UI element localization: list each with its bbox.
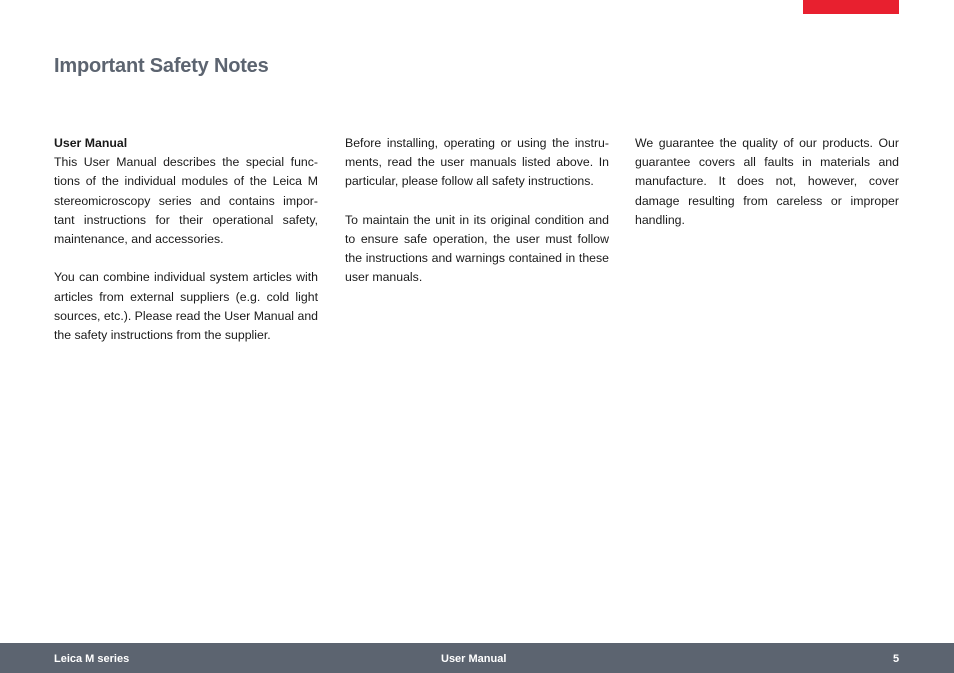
paragraph: You can combine individual system articles with articles from external suppliers (e.g. cold light sources, etc.). Please read the User Manual and the safety instructions from the supplier. <box>54 270 318 343</box>
text-column-1 <box>54 134 318 364</box>
section-heading-user-manual: User Manual <box>54 136 128 150</box>
page-title: Important Safety Notes <box>54 55 269 77</box>
paragraph: To maintain the unit in its original condition and to ensure safe operation, the user must follow the instructions and warnings contained in these user manuals. <box>345 212 609 285</box>
footer-product-name: Leica M series <box>54 653 130 665</box>
footer-document-title: User Manual <box>441 653 507 665</box>
page-number: 5 <box>893 653 900 665</box>
paragraph: This User Manual describes the special func-tions of the individual modules of the Leica M stereomicroscopy series and contains impor-tant instructions for their operational safety, maintenance, and accessories. <box>54 155 318 247</box>
paragraph: We guarantee the quality of our products. Our guarantee covers all faults in materials and manufacture. It does not, however, cover damage resulting from careless or improper handling. <box>635 136 899 227</box>
text-column-3 <box>635 134 899 249</box>
page-footer <box>0 643 954 673</box>
text-column-2 <box>345 134 609 307</box>
paragraph: Before installing, operating or using the instru-ments, read the user manuals listed above. In particular, please follow all safety instructions. <box>345 136 609 189</box>
accent-tab <box>803 0 899 14</box>
